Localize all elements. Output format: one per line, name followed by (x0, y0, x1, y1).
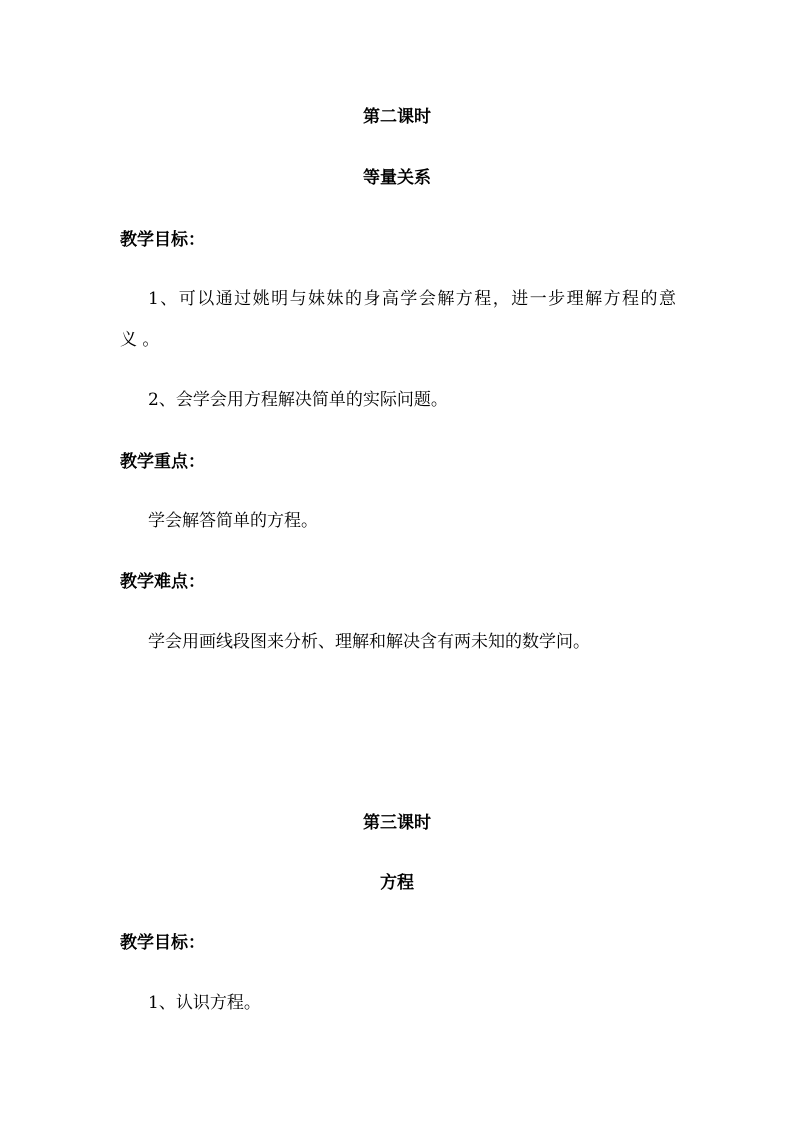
lesson3-goal1: 1、认识方程。 (148, 993, 261, 1013)
lesson2-difficulty-text: 学会用画线段图来分析、理解和解决含有两未知的数学问。 (148, 632, 590, 652)
lesson3-subtitle: 方程 (380, 873, 414, 893)
lesson2-goal1-line2: 义 。 (120, 330, 160, 350)
lesson2-title: 第二课时 (363, 107, 431, 127)
lesson2-goals-heading: 教学目标： (120, 230, 205, 250)
lesson2-key-text: 学会解答简单的方程。 (148, 511, 318, 531)
lesson2-goal2: 2、会学会用方程解决简单的实际问题。 (148, 390, 448, 410)
lesson3-goals-heading: 教学目标： (120, 933, 205, 953)
lesson3-title: 第三课时 (363, 813, 431, 833)
lesson2-key-heading: 教学重点： (120, 452, 205, 472)
lesson2-difficulty-heading: 教学难点： (120, 572, 205, 592)
lesson2-goal1-line1: 1、可以通过姚明与妹妹的身高学会解方程，进一步理解方程的意 (148, 289, 676, 309)
lesson2-subtitle: 等量关系 (363, 168, 431, 188)
